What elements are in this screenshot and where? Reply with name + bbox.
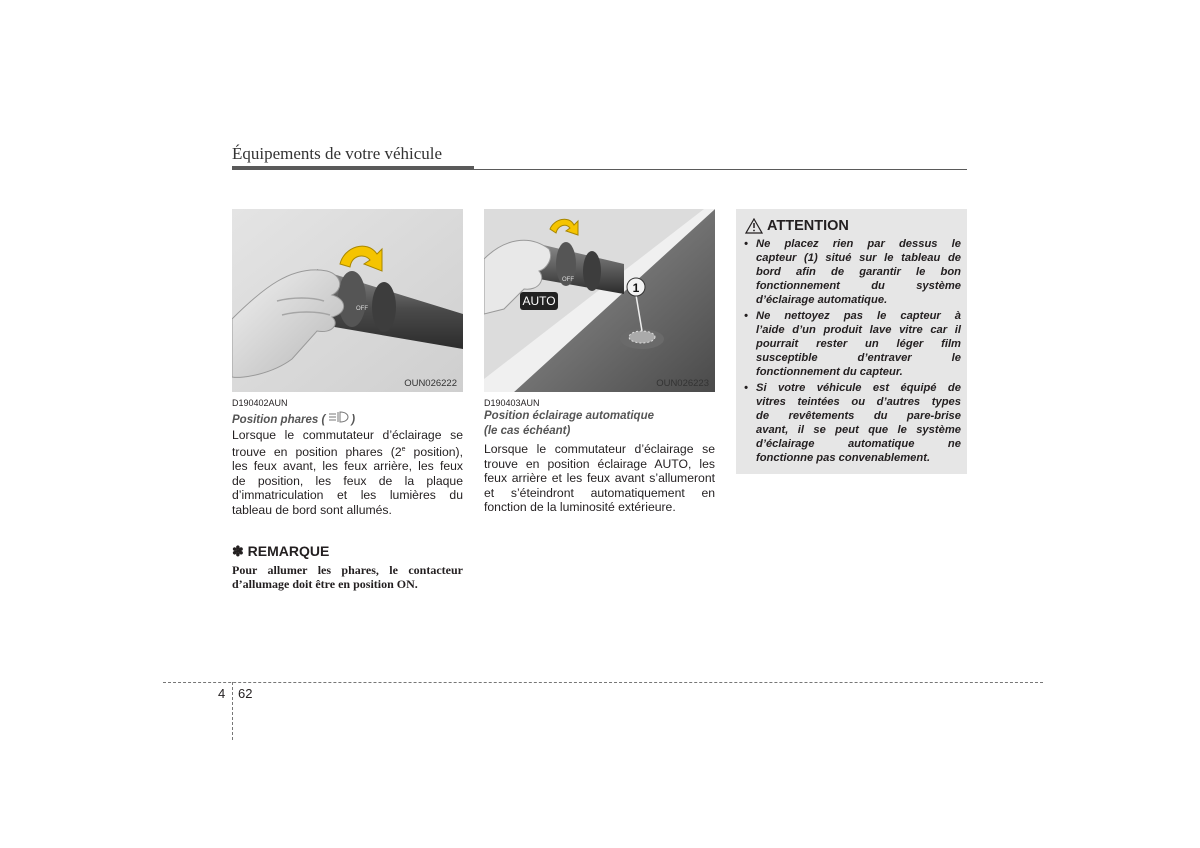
note-title: ✽ REMARQUE xyxy=(232,543,330,559)
footer-rule xyxy=(163,682,1043,683)
figure-auto-position xyxy=(484,209,715,392)
headlight-switch-illustration xyxy=(232,209,463,392)
warning-icon xyxy=(745,218,763,234)
doc-code: D190402AUN xyxy=(232,398,288,408)
attention-list xyxy=(742,237,961,467)
doc-code: D190403AUN xyxy=(484,398,540,408)
attention-box xyxy=(736,209,967,474)
list-item: • Ne nettoyez pas le capteur à l’aide d’un produit lave vitre car il pourrait rester un léger film susceptible d’entraver le fonctionnement du capteur. xyxy=(744,310,961,378)
figure-code: OUN026222 xyxy=(404,378,457,389)
section-number: 4 xyxy=(218,686,226,701)
footer-divider xyxy=(232,682,233,740)
header-rule-thin xyxy=(232,169,967,170)
auto-label: AUTO xyxy=(522,294,556,308)
page-header-title: Équipements de votre véhicule xyxy=(232,144,443,163)
note-text: Pour allumer les phares, le contacteur d’allumage doit être en position ON. xyxy=(232,563,463,591)
figure-headlight-position xyxy=(232,209,463,392)
list-item: • Ne placez rien par dessus le capteur (1) situé sur le tableau de bord afin de garantir le bon fonctionnement du système d’éclairage automatique. xyxy=(744,238,961,306)
headlight-position-text: Lorsque le commutateur d’éclairage se trouve en position phares (2e position), les feux avant, les feux arrière, les feux de position, les feux de la plaque d’immatriculation et les lumières du tableau de bord sont allumés. xyxy=(232,428,463,518)
sensor-callout-number: 1 xyxy=(632,281,640,295)
off-marking: OFF xyxy=(356,306,368,312)
off-marking: OFF xyxy=(562,277,574,283)
figure-code: OUN026223 xyxy=(656,378,709,389)
section-subheading: Position éclairage automatique (le cas échéant) xyxy=(484,410,654,437)
section-subheading: Position phares ( ) xyxy=(232,411,355,428)
auto-light-illustration xyxy=(484,209,715,392)
attention-title: ATTENTION xyxy=(767,218,849,234)
auto-position-text: Lorsque le commutateur d’éclairage se trouve en position éclairage AUTO, les feux arrière et les feux avant s’allumeront et s’éteindront automatiquement en fonction de la luminosité extérieure. xyxy=(484,442,715,515)
headlight-symbol-icon xyxy=(325,411,351,428)
page-number: 62 xyxy=(238,686,253,701)
list-item: • Si votre véhicule est équipé de vitres teintées ou d’autres types de revêtements du pare-brise avant, il se peut que le système d’éclairage automatique ne fonctionne pas convenablement. xyxy=(744,382,961,464)
